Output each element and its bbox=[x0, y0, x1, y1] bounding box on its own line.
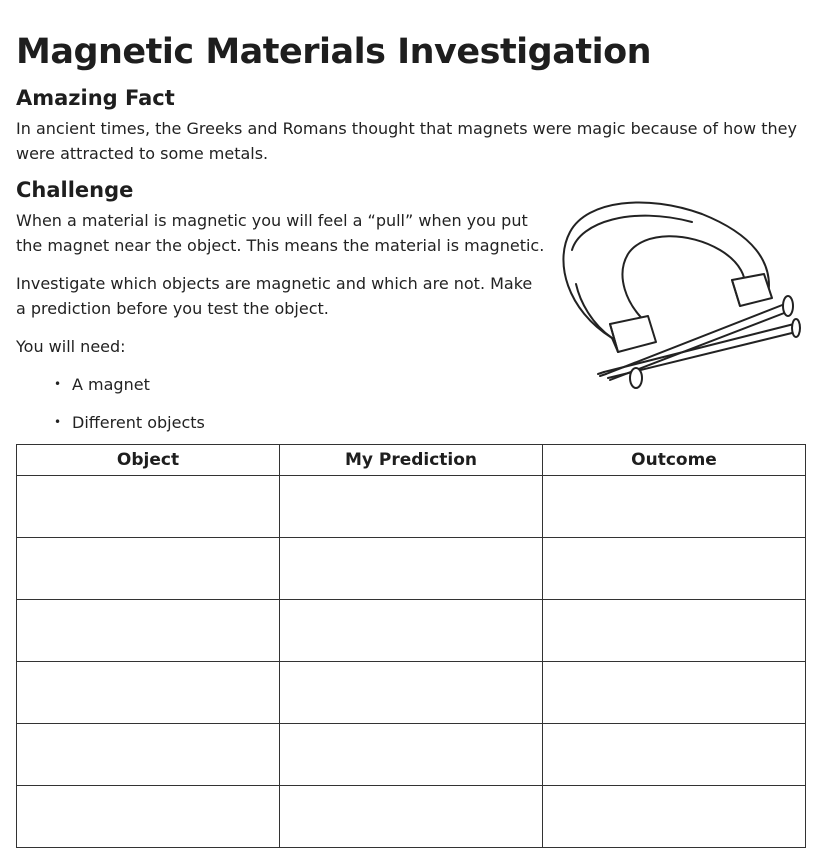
challenge-paragraph-1 bbox=[16, 208, 544, 258]
outcome-cell[interactable] bbox=[543, 538, 806, 600]
outcome-cell[interactable] bbox=[543, 724, 806, 786]
table-header-row bbox=[17, 445, 806, 476]
challenge-p1-line-1: When a material is magnetic you will feel a “pull” when you put bbox=[16, 211, 528, 230]
outcome-cell[interactable] bbox=[543, 786, 806, 848]
object-cell[interactable] bbox=[17, 724, 280, 786]
page-title: Magnetic Materials Investigation bbox=[16, 32, 652, 72]
list-item bbox=[54, 413, 205, 432]
amazing-fact-text bbox=[16, 116, 797, 166]
prediction-cell[interactable] bbox=[280, 600, 543, 662]
amazing-fact-line-1: In ancient times, the Greeks and Romans thought that magnets were magic because of how they bbox=[16, 119, 797, 138]
amazing-fact-line-2: were attracted to some metals. bbox=[16, 144, 269, 163]
object-cell[interactable] bbox=[17, 662, 280, 724]
outcome-cell[interactable] bbox=[543, 662, 806, 724]
challenge-p2-line-1: Investigate which objects are magnetic and which are not. Make bbox=[16, 274, 533, 293]
table-row bbox=[17, 600, 806, 662]
header-outcome: Outcome bbox=[543, 445, 806, 476]
header-my-prediction: My Prediction bbox=[280, 445, 543, 476]
prediction-cell[interactable] bbox=[280, 476, 543, 538]
list-item-label: Different objects bbox=[72, 413, 205, 432]
outcome-cell[interactable] bbox=[543, 600, 806, 662]
challenge-paragraph-2 bbox=[16, 271, 532, 321]
prediction-cell[interactable] bbox=[280, 724, 543, 786]
challenge-p1-line-2: the magnet near the object. This means the material is magnetic. bbox=[16, 236, 545, 255]
table-row bbox=[17, 662, 806, 724]
prediction-cell[interactable] bbox=[280, 786, 543, 848]
challenge-heading: Challenge bbox=[16, 178, 134, 202]
object-cell[interactable] bbox=[17, 476, 280, 538]
list-item bbox=[54, 375, 150, 394]
challenge-p2-line-2: a prediction before you test the object. bbox=[16, 299, 329, 318]
bullet-icon: • bbox=[54, 415, 62, 429]
results-table bbox=[16, 444, 806, 848]
object-cell[interactable] bbox=[17, 538, 280, 600]
table-row bbox=[17, 786, 806, 848]
horseshoe-magnet-icon bbox=[552, 192, 808, 396]
amazing-fact-heading: Amazing Fact bbox=[16, 86, 175, 110]
you-will-need-label: You will need: bbox=[16, 337, 126, 356]
object-cell[interactable] bbox=[17, 600, 280, 662]
table-row bbox=[17, 538, 806, 600]
object-cell[interactable] bbox=[17, 786, 280, 848]
list-item-label: A magnet bbox=[72, 375, 150, 394]
table-row bbox=[17, 476, 806, 538]
prediction-cell[interactable] bbox=[280, 538, 543, 600]
header-object: Object bbox=[17, 445, 280, 476]
prediction-cell[interactable] bbox=[280, 662, 543, 724]
table-row bbox=[17, 724, 806, 786]
outcome-cell[interactable] bbox=[543, 476, 806, 538]
bullet-icon: • bbox=[54, 377, 62, 391]
